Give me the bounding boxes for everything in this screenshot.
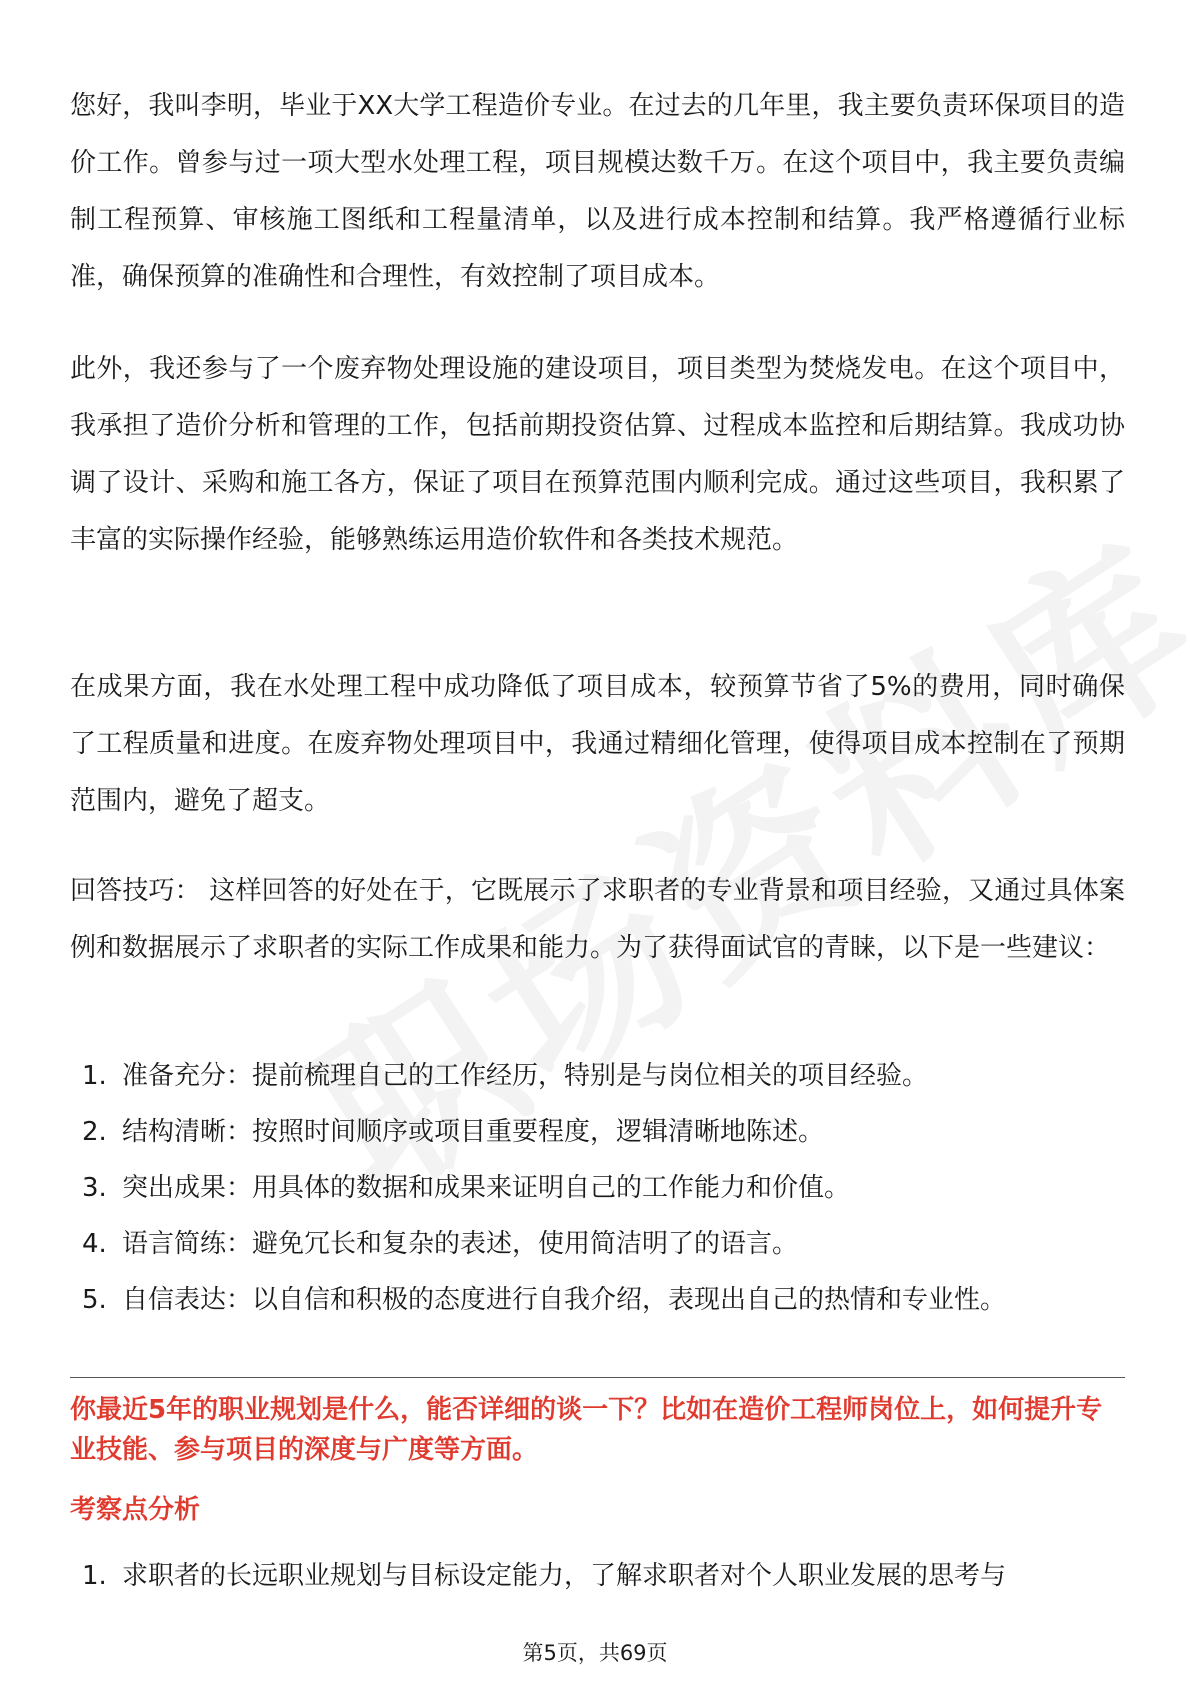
answer-tips-paragraph: 回答技巧： 这样回答的好处在于，它既展示了求职者的专业背景和项目经验，又通过具体案例和数据展示了求职者的实际工作成果和能力。为了获得面试官的青睐，以下是一些建议： [70, 876, 1125, 963]
list-number: 5. [82, 1285, 107, 1315]
list-item [82, 1548, 1122, 1604]
page-footer: 第5页，共69页 [522, 1641, 668, 1665]
experience-paragraph: 此外，我还参与了一个废弃物处理设施的建设项目，项目类型为焚烧发电。在这个项目中，我承担了造价分析和管理的工作，包括前期投资估算、过程成本监控和后期结算。我成功协调了设计、采购和施工各方，保证了项目在预算范围内顺利完成。通过这些项目，我积累了丰富的实际操作经验，能够熟练运用造价软件和各类技术规范。 [70, 354, 1125, 555]
list-number: 1. [82, 1561, 107, 1591]
list-item [82, 1104, 1122, 1160]
results-paragraph: 在成果方面，我在水处理工程中成功降低了项目成本，较预算节省了5%的费用，同时确保了工程质量和进度。在废弃物处理项目中，我通过精细化管理，使得项目成本控制在了预期范围内，避免了超支。 [70, 672, 1125, 816]
list-number: 4. [82, 1229, 107, 1259]
list-item-text: 准备充分：提前梳理自己的工作经历，特别是与岗位相关的项目经验。 [122, 1061, 929, 1091]
list-number: 2. [82, 1117, 107, 1147]
list-number: 3. [82, 1173, 107, 1203]
list-item [82, 1272, 1122, 1328]
analysis-list [82, 1548, 1122, 1604]
list-item [82, 1216, 1122, 1272]
list-number: 1. [82, 1061, 107, 1091]
section-divider [70, 1377, 1125, 1378]
list-item-text: 语言简练：避免冗长和复杂的表述，使用简洁明了的语言。 [122, 1229, 799, 1259]
list-item-text: 求职者的长远职业规划与目标设定能力，了解求职者对个人职业发展的思考与 [122, 1561, 1007, 1591]
list-item [82, 1160, 1122, 1216]
tips-list [82, 1048, 1122, 1328]
list-item-text: 突出成果：用具体的数据和成果来证明自己的工作能力和价值。 [122, 1173, 851, 1203]
interview-question: 你最近5年的职业规划是什么，能否详细的谈一下？比如在造价工程师岗位上，如何提升专业技能、参与项目的深度与广度等方面。 [70, 1395, 1103, 1465]
list-item-text: 自信表达：以自信和积极的态度进行自我介绍，表现出自己的热情和专业性。 [122, 1285, 1007, 1315]
list-item [82, 1048, 1122, 1104]
list-item-text: 结构清晰：按照时间顺序或项目重要程度，逻辑清晰地陈述。 [122, 1117, 825, 1147]
analysis-heading: 考察点分析 [70, 1495, 201, 1525]
intro-paragraph: 您好，我叫李明，毕业于XX大学工程造价专业。在过去的几年里，我主要负责环保项目的造价工作。曾参与过一项大型水处理工程，项目规模达数千万。在这个项目中，我主要负责编制工程预算、审核施工图纸和工程量清单，以及进行成本控制和结算。我严格遵循行业标准，确保预算的准确性和合理性，有效控制了项目成本。 [70, 91, 1125, 292]
